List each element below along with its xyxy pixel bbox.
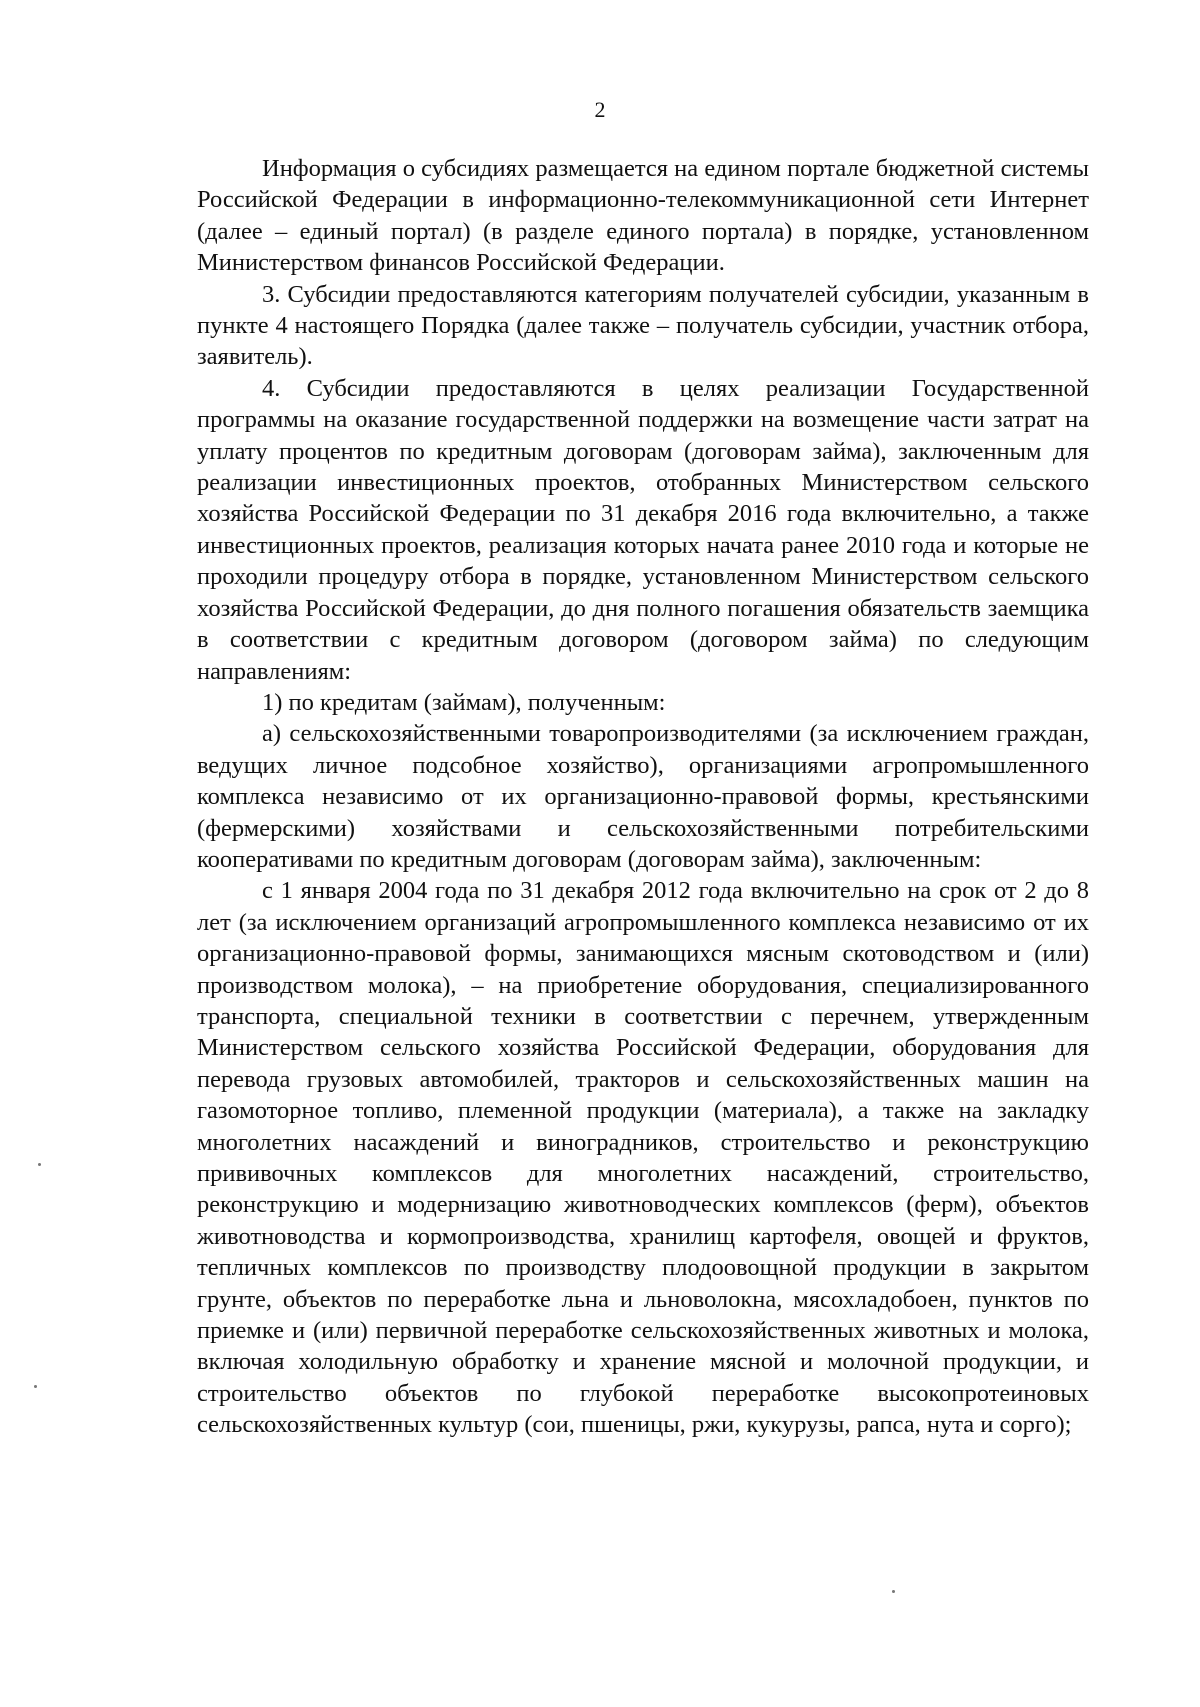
paragraph-subitem-a: а) сельскохозяйственными товаропроизводителями (за исключением граждан, ведущих личное подсобное хозяйство), организациями агропромышленного комплекса независимо от их организационно-правовой формы, крестьянскими (фермерскими) хозяйствами и сельскохозяйственными потребительскими кооперативами по кредитным договорам (договорам займа), заключенным: — [197, 720, 1089, 873]
paragraph-item-3: 3. Субсидии предоставляются категориям получателей субсидии, указанным в пункте 4 настоящего Порядка (далее также – получатель субсидии, участник отбора, заявитель). — [197, 280, 1089, 371]
page-number: 2 — [594, 97, 606, 122]
scan-speck — [892, 1590, 895, 1593]
document-body — [197, 153, 1089, 1441]
paragraph-subsidy-info: Информация о субсидиях размещается на едином портале бюджетной системы Российской Федерации в информационно-телекоммуникационной сети Интернет (далее – единый портал) (в разделе единого портала) в порядке, установленном Министерством финансов Российской Федерации. — [197, 155, 1089, 277]
scan-speck — [38, 1163, 41, 1166]
scan-speck — [34, 1385, 37, 1388]
paragraph-item-4: 4. Субсидии предоставляются в целях реализации Государственной программы на оказание государственной поддержки на возмещение части затрат на уплату процентов по кредитным договорам (договорам займа), заключенным для реализации инвестиционных проектов, отобранных Министерством сельского хозяйства Российской Федерации по 31 декабря 2016 года включительно, а также инвестиционных проектов, реализация которых начата ранее 2010 года и которые не проходили процедуру отбора в порядке, установленном Министерством сельского хозяйства Российской Федерации, до дня полного погашения обязательств заемщика в соответствии с кредитным договором (договором займа) по следующим направлениям: — [197, 374, 1089, 685]
paragraph-subitem-1: 1) по кредитам (займам), полученным: — [262, 688, 666, 716]
paragraph-period-2004-2012: с 1 января 2004 года по 31 декабря 2012 года включительно на срок от 2 до 8 лет (за исключением организаций агропромышленного комплекса независимо от их организационно-правовой формы, занимающихся мясным скотоводством и (или) производством молока), – на приобретение оборудования, специализированного транспорта, специальной техники в соответствии с перечнем, утвержденным Министерством сельского хозяйства Российской Федерации, оборудования для перевода грузовых автомобилей, тракторов и сельскохозяйственных машин на газомоторное топливо, племенной продукции (материала), а также на закладку многолетних насаждений и виноградников, строительство и реконструкцию прививочных комплексов для многолетних насаждений, строительство, реконструкцию и модернизацию животноводческих комплексов (ферм), объектов животноводства и кормопроизводства, хранилищ картофеля, овощей и фруктов, тепличных комплексов по производству плодоовощной продукции в закрытом грунте, объектов по переработке льна и льноволокна, мясохладобоен, пунктов по приемке и (или) первичной переработке сельскохозяйственных животных и молока, включая холодильную обработку и хранение мясной и молочной продукции, и строительство объектов по глубокой переработке высокопротеиновых сельскохозяйственных культур (сои, пшеницы, ржи, кукурузы, рапса, нута и сорго); — [197, 877, 1089, 1439]
